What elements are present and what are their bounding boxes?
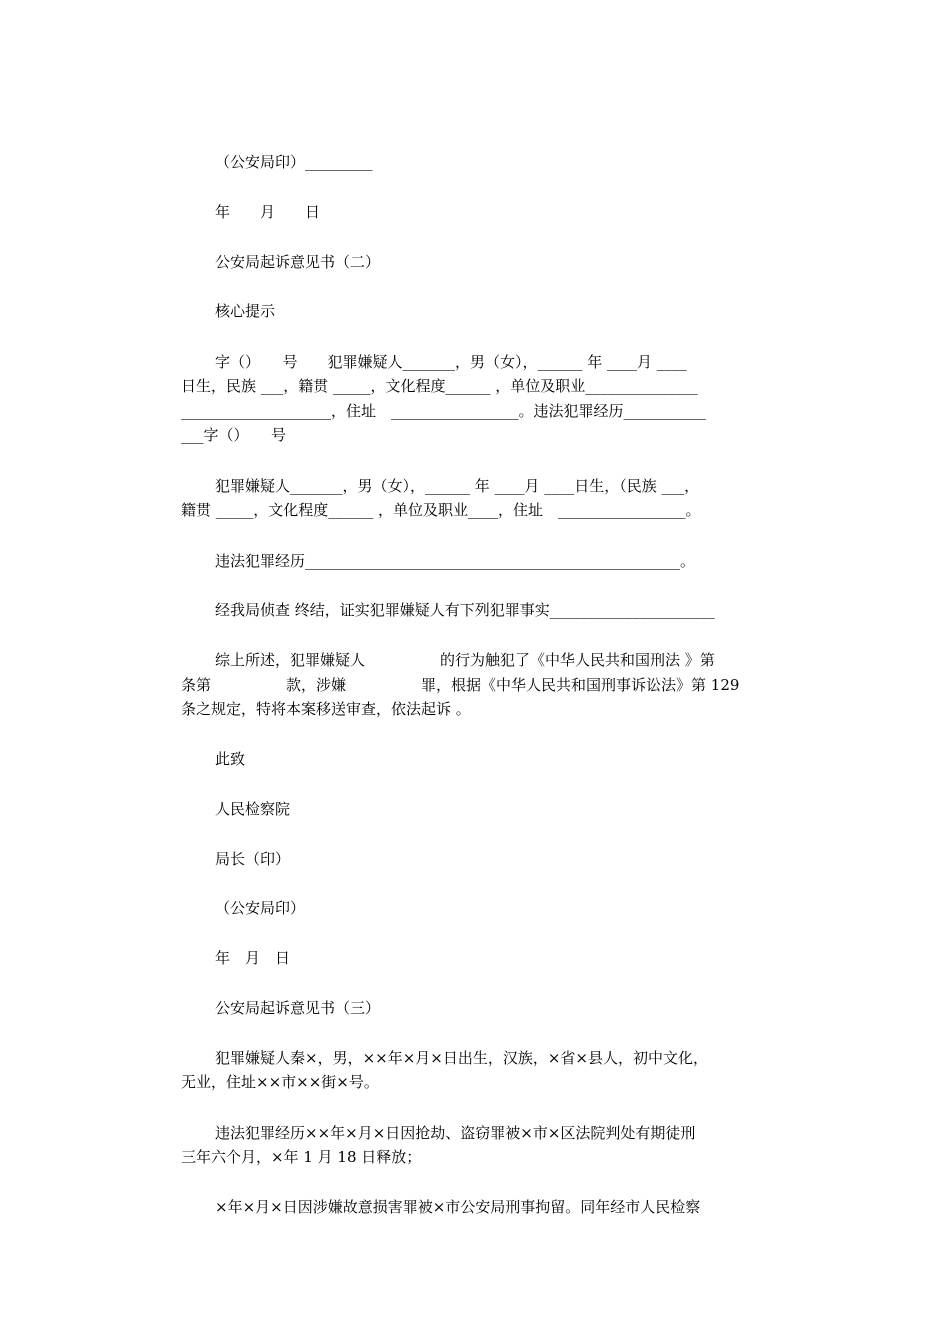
- paragraph-line: 犯罪嫌疑人_______，男（女），______ 年 ____月 ____日生，（民族 ___，: [215, 477, 700, 495]
- public-security-seal-line: （公安局印）_________: [215, 153, 373, 171]
- paragraph-line: 违法犯罪经历××年×月×日因抢劫、盗窃罪被×市×区法院判处有期徒刑: [215, 1124, 696, 1142]
- date-line: 年 月 日: [215, 949, 291, 967]
- section-title: 公安局起诉意见书（二）: [215, 253, 381, 271]
- section-title: 公安局起诉意见书（三）: [215, 999, 381, 1017]
- paragraph-line: 籍贯 _____，文化程度______ ，单位及职业____，住址 _________________。: [181, 501, 701, 519]
- paragraph-line: ___字（） 号: [181, 426, 287, 444]
- salutation: 此致: [215, 750, 246, 768]
- paragraph-line: ×年×月×日因涉嫌故意损害罪被×市公安局刑事拘留。同年经市人民检察: [215, 1198, 701, 1216]
- paragraph-line: 条之规定，特将本案移送审查，依法起诉 。: [181, 700, 471, 718]
- recipient: 人民检察院: [215, 800, 291, 818]
- paragraph-line: 三年六个月，×年 1 月 18 日释放；: [181, 1148, 422, 1166]
- paragraph-line: 字（） 号 犯罪嫌疑人_______，男（女），______ 年 ____月 ____: [215, 353, 687, 371]
- paragraph-line: ____________________，住址 _________________。违法犯罪经历___________: [181, 402, 707, 420]
- public-security-seal-line: （公安局印）: [215, 899, 306, 917]
- signature-line: 局长（印）: [215, 850, 291, 868]
- date-line: 年 月 日: [215, 203, 321, 221]
- paragraph-line: 日生，民族 ___，籍贯 _____，文化程度______ ，单位及职业_______________: [181, 377, 698, 395]
- paragraph-line: 违法犯罪经历__________________________________________________。: [215, 552, 696, 570]
- paragraph-line: 经我局侦查 终结，证实犯罪嫌疑人有下列犯罪事实______________________: [215, 601, 715, 619]
- paragraph-line: 无业，住址××市××街×号。: [181, 1073, 379, 1091]
- paragraph-line: 综上所述，犯罪嫌疑人 的行为触犯了《中华人民共和国刑法 》第: [215, 651, 715, 669]
- paragraph-line: 条第 款，涉嫌 罪，根据《中华人民共和国刑事诉讼法》第 129: [181, 676, 740, 694]
- section-heading: 核心提示: [215, 302, 276, 320]
- paragraph-line: 犯罪嫌疑人秦×，男，××年×月×日出生，汉族，×省×县人，初中文化，: [215, 1049, 708, 1067]
